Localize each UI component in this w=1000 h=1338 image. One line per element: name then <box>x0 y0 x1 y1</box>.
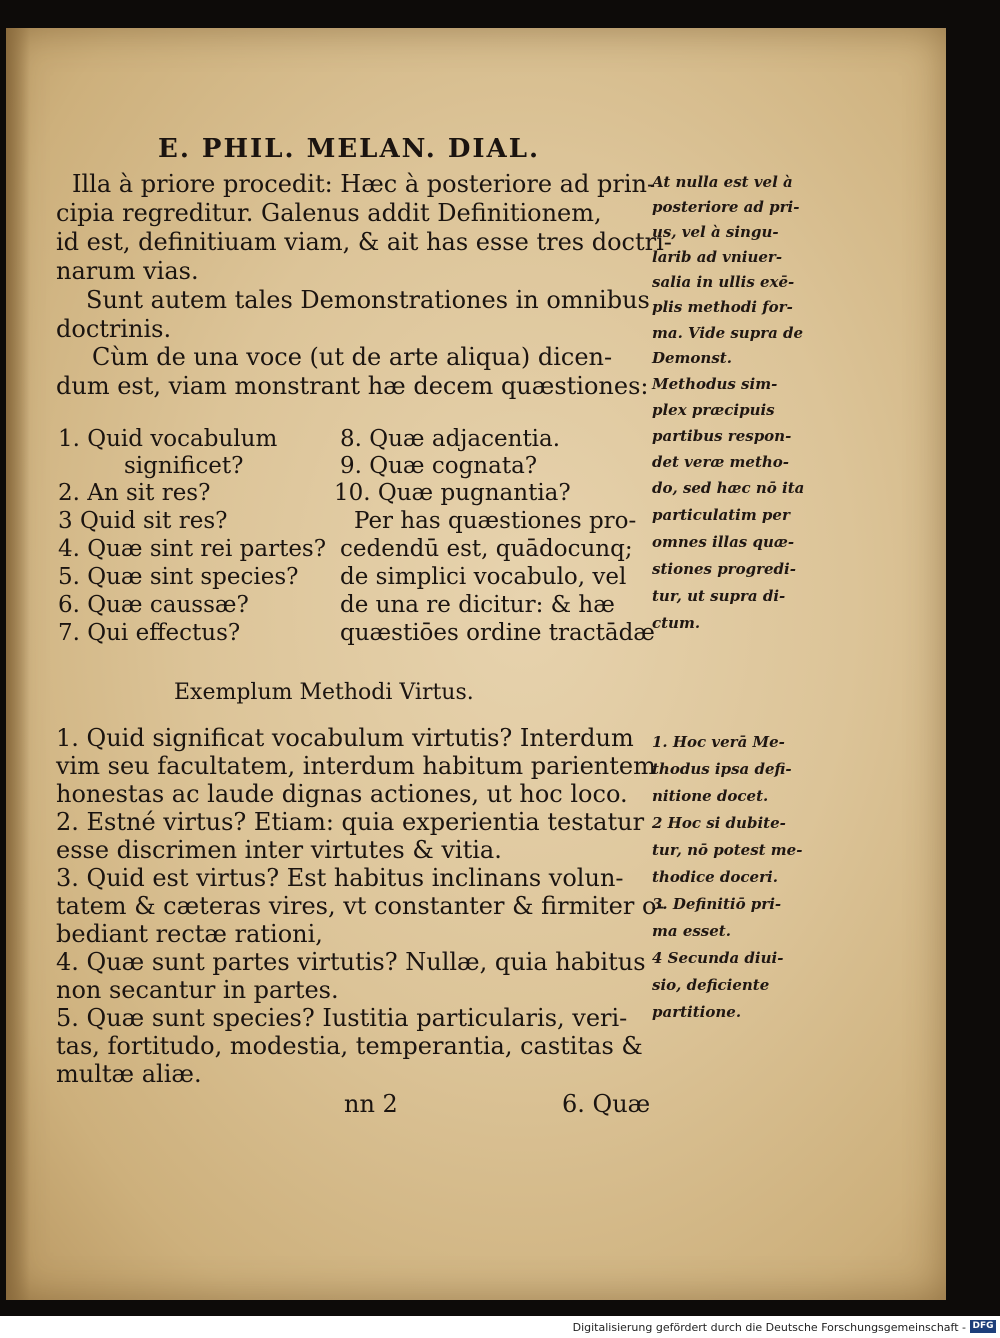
margin2-line-9: 4 Secunda diui- <box>652 949 784 967</box>
para1-line-2: cipia regreditur. Galenus addit Definitionem, <box>56 199 602 227</box>
margin1-line-17: tur, ut supra di- <box>652 587 786 605</box>
question-2: 2. An sit res? <box>58 480 211 506</box>
questions-note-line-3: de simplici vocabulo, vel <box>340 564 627 590</box>
example-line-3: honestas ac laude dignas actiones, ut hoc loco. <box>56 780 628 808</box>
margin2-line-2: thodus ipsa defi- <box>652 760 792 778</box>
para3-line-2: dum est, viam monstrant hæ decem quæstiones: <box>56 372 649 400</box>
signature-mark: nn 2 <box>344 1090 398 1118</box>
margin1-line-3: us, vel à singu- <box>652 223 779 241</box>
margin1-line-2: posteriore ad pri- <box>652 198 800 216</box>
para1-line-1: Illa à priore procedit: Hæc à posteriore ad prin- <box>72 170 656 198</box>
margin1-line-6: plis methodi for- <box>652 298 793 316</box>
example-line-1: 1. Quid significat vocabulum virtutis? Interdum <box>56 724 634 752</box>
margin1-line-12: det veræ metho- <box>652 453 790 471</box>
question-1-cont: significet? <box>124 453 244 479</box>
para3-line-1: Cùm de una voce (ut de arte aliqua) dicen- <box>92 343 613 371</box>
example-line-5: esse discrimen inter virtutes & vitia. <box>56 836 502 864</box>
question-3: 3 Quid sit res? <box>58 508 228 534</box>
margin2-line-7: 3. Definitiō pri- <box>652 895 782 913</box>
question-4: 4. Quæ sint rei partes? <box>58 536 327 562</box>
para2-line-2: doctrinis. <box>56 315 172 343</box>
margin1-line-7: ma. Vide supra de <box>652 324 804 342</box>
margin1-line-8: Demonst. <box>652 349 732 367</box>
margin1-line-1: At nulla est vel à <box>652 173 793 191</box>
example-line-11: 5. Quæ sunt species? Iustitia particularis, veri- <box>56 1004 628 1032</box>
example-line-12: tas, fortitudo, modestia, temperantia, castitas & <box>56 1032 643 1060</box>
margin1-line-4: larib ad vniuer- <box>652 248 783 266</box>
margin1-line-10: plex præcipuis <box>652 401 775 419</box>
question-8: 8. Quæ adjacentia. <box>340 426 561 452</box>
questions-note-line-1: Per has quæstiones pro- <box>354 508 637 534</box>
question-5: 5. Quæ sint species? <box>58 564 299 590</box>
page-edge-shadow <box>6 28 30 1300</box>
margin2-line-4: 2 Hoc si dubite- <box>652 814 786 832</box>
dfg-logo: DFG <box>970 1320 996 1333</box>
example-line-8: bediant rectæ rationi, <box>56 920 323 948</box>
margin1-line-11: partibus respon- <box>652 427 792 445</box>
example-line-9: 4. Quæ sunt partes virtutis? Nullæ, quia habitus <box>56 948 646 976</box>
example-heading: Exemplum Methodi Virtus. <box>174 680 474 705</box>
margin1-line-16: stiones progredi- <box>652 560 796 578</box>
margin1-line-5: salia in ullis exē- <box>652 273 795 291</box>
para1-line-4: narum vias. <box>56 257 199 285</box>
question-1: 1. Quid vocabulum <box>58 426 278 452</box>
example-line-6: 3. Quid est virtus? Est habitus inclinans volun- <box>56 864 624 892</box>
margin2-line-10: sio, deficiente <box>652 976 770 994</box>
example-line-7: tatem & cæteras vires, vt constanter & firmiter o- <box>56 892 665 920</box>
example-line-4: 2. Estné virtus? Etiam: quia experientia testatur <box>56 808 645 836</box>
question-9: 9. Quæ cognata? <box>340 453 538 479</box>
margin2-line-3: nitione docet. <box>652 787 769 805</box>
running-title: E. PHIL. MELAN. DIAL. <box>158 134 541 164</box>
questions-note-line-5: quæstiōes ordine tractādæ <box>340 620 655 646</box>
digitization-footer <box>0 1316 1000 1338</box>
margin1-line-14: particulatim per <box>652 506 790 524</box>
catchword: 6. Quæ <box>562 1090 651 1118</box>
margin1-line-18: ctum. <box>652 614 701 632</box>
example-line-13: multæ aliæ. <box>56 1060 202 1088</box>
example-line-2: vim seu facultatem, interdum habitum parientem <box>56 752 656 780</box>
margin2-line-8: ma esset. <box>652 922 731 940</box>
margin2-line-11: partitione. <box>652 1003 742 1021</box>
question-7: 7. Qui effectus? <box>58 620 241 646</box>
margin1-line-13: do, sed hæc nō ita <box>652 479 805 497</box>
margin2-line-5: tur, nō potest me- <box>652 841 803 859</box>
para2-line-1: Sunt autem tales Demonstrationes in omnibus <box>86 286 650 314</box>
question-6: 6. Quæ caussæ? <box>58 592 249 618</box>
margin1-line-15: omnes illas quæ- <box>652 533 795 551</box>
footer-credit: Digitalisierung gefördert durch die Deutsche Forschungsgemeinschaft - <box>572 1321 966 1334</box>
questions-note-line-4: de una re dicitur: & hæ <box>340 592 615 618</box>
margin2-line-1: 1. Hoc verā Me- <box>652 733 785 751</box>
margin1-line-9: Methodus sim- <box>652 375 778 393</box>
question-10: 10. Quæ pugnantia? <box>334 480 571 506</box>
para1-line-3: id est, definitiuam viam, & ait has esse tres doctri- <box>56 228 672 256</box>
example-line-10: non secantur in partes. <box>56 976 339 1004</box>
book-page <box>6 28 946 1300</box>
margin2-line-6: thodice doceri. <box>652 868 778 886</box>
questions-note-line-2: cedendū est, quādocunq; <box>340 536 633 562</box>
